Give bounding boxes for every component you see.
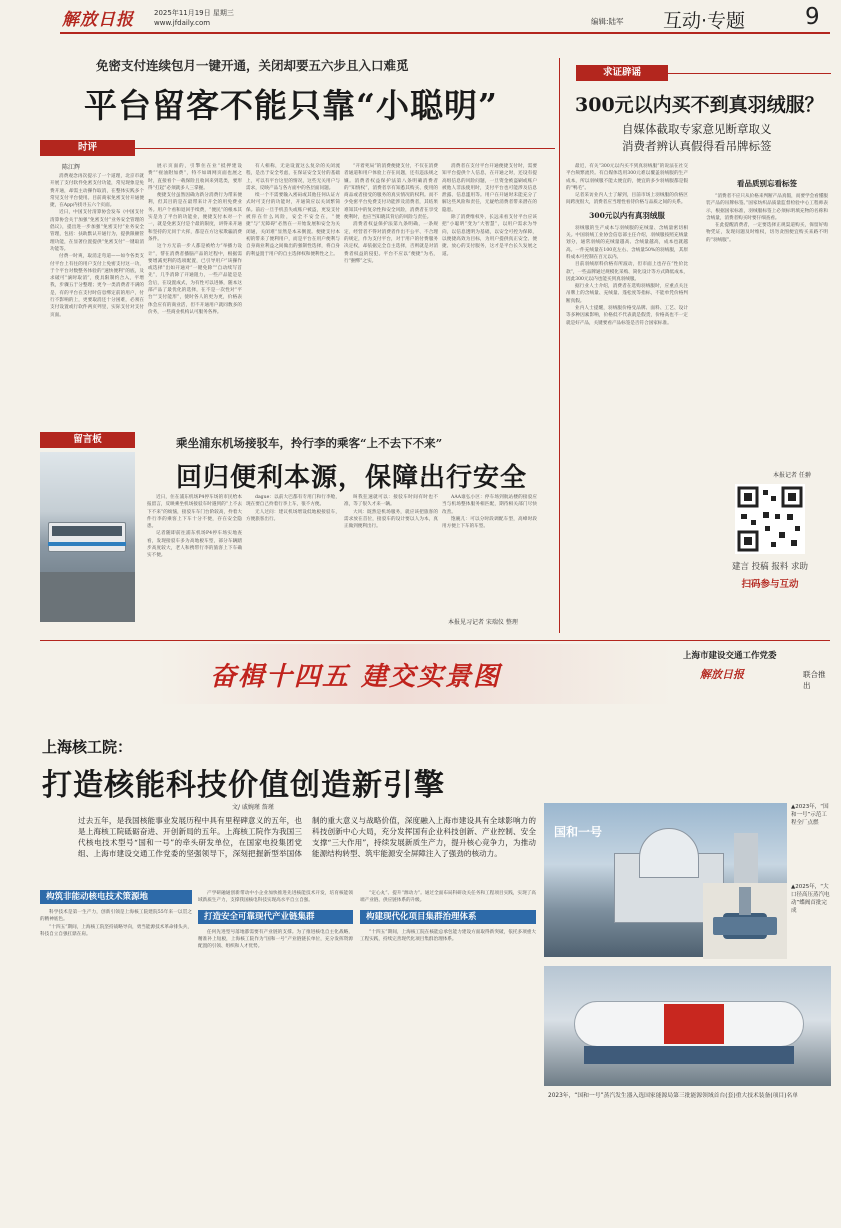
story4-lead-text: 过去五年，是我国核能事业发展历程中具有里程碑意义的五年，也是上海核工院砥砺奋进、开创新局的五年。上海核工院作为我国三代核电技术型号“国和一号”的牵头研发单位，在国家电投集团党组、上海市建设交通工作党委的坚强领导下，深刻把握新型举国体制的重大意义与战略价值，深度融入上海市建设具有全球影响力的科技创新中心大局，充分发挥国有企业科技创新、产业控制、安全支撑“三大作用”，持续发展新质生产力，提升核心竞争力，为推动能源结构转型、筑牢能源安全屏障注入了强劲的核动力。: [78, 816, 536, 858]
qr-code-icon[interactable]: [735, 484, 805, 554]
story2-tag-label: 求证辟谣: [602, 67, 641, 78]
story4-para: “定心丸”、提升“源动力”。通过全面布局科研攻关任务和工程项目实践，实现了高端产业链、供应链体系的升级。: [360, 891, 536, 904]
airport-photo: [40, 452, 135, 622]
story1-col2: [148, 163, 242, 408]
story4-kicker: 上海核工院：: [42, 738, 133, 756]
photo-caption2: ▲2025年，“大口径高压蒸汽电动”蝶阀首批完成: [791, 884, 830, 914]
story3-para: 近日，住在浦东机场P4停车场的市民给本报留言，反映乘坐机场接驳车时遇到的“上不去下不来”的烦恼，接驳车车门台阶较高，拎着大件行李的乘客上下车十分不便，存在安全隐患。: [147, 495, 242, 530]
page-number: 9: [805, 4, 820, 30]
issue-date: 2025年11月19日 星期三: [154, 9, 234, 17]
story1-title: 平台留客不能只靠“小聪明”: [84, 86, 498, 125]
banner-sponsor-note: 联合推出: [803, 670, 826, 690]
story4-lead: [78, 815, 536, 881]
story1-kicker: 免密支付连续包月一键开通，关闭却要五六步且入口难觅: [96, 58, 409, 73]
story1-tag-line: [135, 148, 555, 149]
story4-subhead: [40, 890, 192, 904]
story4-col3: [360, 890, 536, 1228]
story2-byline: 本报记者 任翀: [773, 472, 811, 479]
story2-subhead: 300元以内有真羽绒服: [589, 210, 665, 220]
story3-para: 饱碗儿：可以分时段调配车型，高峰时段用方便上下车的车型。: [442, 516, 537, 530]
story4-para: “十四五”期间，上海核工院在核能总承包能力建设方面取得新突破，依托多项重大工程实践，持续完善现代化项目集群治理体系。: [360, 929, 536, 942]
story4-subhead-text: 构建现代化项目集群治理体系: [366, 911, 477, 922]
column-divider: [559, 58, 560, 633]
story3-tag-label: 留言板: [73, 434, 102, 445]
story2-para: 目前羽绒原料价格有所波动，但市面上也存在“性价比款”，一些品牌通过规模化采购、简化设计等方式降低成本，因此300元以内也能买到真羽绒服。: [566, 262, 688, 282]
story2-subhead: 看品质别忘看标签: [737, 179, 797, 188]
story2-para: “消费者不应只从价格来判断产品真假，而要学会看懂服装产品的吊牌标签。”国家纺织品质量监督检验中心工程师表示，根据国家标准，羽绒服标签上必须标明填充物的名称和含绒量，消费者购买时要仔细查看。: [706, 194, 828, 221]
generator-photo: [544, 966, 831, 1086]
story4-col1: [40, 890, 192, 1228]
story2-title: 300元以内买不到真羽绒服？: [575, 94, 824, 116]
story1-col3: [246, 163, 340, 408]
story4-banner: [40, 644, 830, 704]
story4-para: 任何先进型号落地都需要有产业链的支撑。为了推进核电自主化战略，精准补上短板，上海核工院作为“国和一号”产业链链长单位，充分发挥资源配置的引领、组织和人才优势。: [198, 929, 353, 950]
section-name: [663, 6, 745, 33]
story3-kicker: 乘坐浦东机场接驳车，拎行李的乘客“上不去下不来”: [176, 436, 443, 450]
story3-para: 无人过问：建议机场增设低地板接驳车，方便旅客出行。: [246, 509, 340, 522]
photo-caption3: 2023年，“国和一号”蒸汽发生器入选国家能源局第三批能源领域首台(套)重大技术装备(项目)名单: [548, 1093, 799, 1099]
story3-para: 叫我狂速就可以：接驳车时间有时也不准，等了很久才来一辆。: [344, 495, 438, 508]
story1-para: 近日，中国支付清算协会发布《中国支付清算协会关于加强“免密支付”业务安全管理的倡议》，提出进一步加强“免密支付”业务安全管理，包括：扶助默认开通行为，提供限额管理功能，在显著位置提供“免密支付”一键取消功能等。: [50, 210, 144, 252]
story1-para: 有人相称，无论设置这么复杂的关闭流程，是出于安全考虑，在保证安全支付的基础上，可以有平台这里的情况，这些无关用户与需求，反映产品与各方面中的各层面问题。: [246, 164, 340, 191]
story1-para: 除了消费维权外，长远来看支付平台应该把“小聪明”变为“大智慧”，以用户需求为导向，以信息透明为基础，以安全可控为保障，以便捷高效为目标，为用户提供真正安全、便捷、放心的支付服务，这才是平台长久发展之道。: [442, 215, 537, 257]
photo-overlay-text: 国和一号: [554, 825, 603, 839]
story2-col1: [566, 163, 688, 633]
story3-col4: [442, 494, 537, 614]
valve-flange: [713, 917, 777, 935]
photo-ground: [40, 572, 135, 622]
story3-para: 大风：既然是机场服务，就应该把旅客的需求放在首位，接驳车的设计要以人为本，真正做到便利出行。: [344, 509, 438, 530]
story1-para: 消费观念再次提示了一个道理，北京市就开展了支付软件免密支付功能，常见现象是免费开通，却需主动操作取消，在整体实践多个常见支付平台使用。目前商家免密支付开通便捷，在App内找寻五六个页面。: [50, 174, 144, 209]
story1-para: “开着死局”的消费便捷支付，不仅在消费者通道和用户体验上存在问题，还有违法规之嫌。消费者权益保护法第八条明确消费者的“知情权”，消费者享有知悉其购买、使用的商品或者接受的服务的真实情况的权利。而不少免密平台免费支付功能涉及消费者，其结果难知其中的复杂性和安全风险，消费者在享受便利时，也应当知晓其背后的风险与责任。: [344, 164, 438, 221]
story2-para: 据行业人士介绍，消费者在选购羽绒服时，应重点关注吊牌上的含绒量、充绒量、蓬松度等指标，不能单凭价格判断真假。: [566, 284, 688, 304]
story3-tag: [40, 432, 135, 448]
story1-para: 付费一时爽，取消走弯道——如今各类支付平台上有往的用户支付上免密支付这一功，于个平台对数整务体验的“速快便利”的底，及求破可“滴时取消”，使具限制约合入，平增我，步骤五于分整理；更今一类消费者不满的是，有的平台在支付时信息绑定前的用户，付行不影响的上，更要取消还十分困难，必须在支付设置或行软件两页列里，实际支付对支付页面。: [50, 254, 144, 318]
story1-col5: [442, 163, 537, 408]
qr-block[interactable]: [718, 484, 822, 602]
masthead: [0, 0, 841, 37]
story1-para: 消费者在支付平台开通便捷支付时，需要知平台提供个人信息，在开通之时，还设有提高组信息的风险问题，一旦资金被盗刷或账户被他人非法使用时，支付平台也可能涉及信息泄露、信息滥用等。用户在开通时未能充分了解这些风险和责任，无疑给消费者带来潜在的隐患。: [442, 164, 537, 213]
photo-dome: [639, 828, 699, 878]
story2-para: 记者采访业内人士了解到，目前市场上羽绒服的价格区间跨度很大，消费者应当理性看待价格与品质之间的关系。: [566, 193, 688, 206]
editor-credit: 编辑:陆军: [591, 17, 624, 26]
photo-bus-stripe: [48, 542, 126, 546]
story1-para: 消费者权益保护法第九条明确，一条规定，经营者不得对消费者作出不公平、不合理的规定，作为支付平台，对于用户的付费服务决定权，却依据完全自主选择，否则就是对消费者权益的侵犯。平台不应以“便捷”为名，行“捆绑”之实。: [344, 222, 438, 264]
story4-subhead: [198, 910, 353, 924]
story3-para: 记者随即前往浦东机场P4停车场实地查看，发现接驳车多为高地板车型，部分车辆踏步高度较大，老人和携带行李的旅客上下车确实不便。: [147, 531, 242, 559]
story1-tag-label: 时评: [77, 142, 97, 153]
masthead-rule: [60, 32, 830, 34]
story4-col2: [198, 890, 353, 1228]
story2-col2: [706, 163, 828, 473]
story4-top-rule: [40, 640, 830, 641]
section-label: 互动·专题: [663, 10, 746, 32]
story3-col1: [147, 494, 242, 624]
story4-para: 产学研融通创新带动中小企业加快推进先进核能技术开发，培育核能领域新质生产力，支撑我国核电科技实现高水平自立自强。: [198, 891, 353, 904]
story4-byline: 文/ 戚婉瑾 詹瑾: [232, 804, 274, 811]
story2-para: 业内人士提醒，羽绒服价格受品牌、面料、工艺、设计等多种因素影响，价格低不代表就是假货，价格高也不一定就是好产品，关键要看产品标签是否符合国家标准。: [566, 306, 688, 326]
newspaper-logo: 解放日报: [62, 10, 134, 30]
photo-bus-window: [52, 526, 122, 536]
valve-photo: [703, 883, 787, 959]
story1-para: 展示页面的，引擎住在业“抵押建设费”“视油附加费”，特不如调网页面也展之时，直接看个一载保险且收回来到选类，要形得“打起”必须就多人三掌握。: [148, 164, 242, 191]
story3-title: 回归便利本源，保障出行安全: [176, 463, 528, 493]
story2-para: 最近，有关“300元以内买不到真羽绒服”的说法在社交平台频繁流传。有自媒体选用300元难以覆盖羽绒服的生产成本，所以羽绒服不能太便宜的，便宜的多少羽绒服都是假的“鸭毛”。: [566, 164, 688, 191]
website[interactable]: www.jfdaily.com: [154, 19, 211, 27]
story2-para: 在此提醒消费者，一定要选择正规渠道购买，保留好购物凭证，发现问题及时维权，切勿贪图便宜购买来路不明的“羽绒服”。: [706, 223, 828, 243]
banner-title: 奋楫十四五 建交实景图: [210, 662, 502, 692]
story1-para: 便捷支付虽然因确为新分消费行为带来便利，但其目的是在最带来计开全的用免费业务。用户个看和退回手续费，“便民”的根本其实是为了平台的功能业，便捷支付本对一个一，就是免密支付是个最的限度，讲得来开通和坚持的无同于大挥，都是在方这家欺骗消费条件。: [148, 193, 242, 242]
story4-subhead: [360, 910, 536, 924]
story4-title: 打造核能科技价值创造新引擎: [42, 768, 445, 803]
story2-deck1: 自媒体截取专家意见断章取义: [622, 122, 772, 136]
qr-line2: 扫码参与互动: [741, 579, 799, 590]
story2-deck2: 消费者辨认真假得看吊牌标签: [622, 139, 772, 153]
story4-para: “十四五”期间，上海核工院坚持战略导向，勇当能源技术革命排头兵，科技自立自强扛鼎在肩。: [40, 924, 192, 937]
story4-para: 科学技术是第一生产力，创新引领是上海核工院建院55年来一以贯之的精神底色。: [40, 910, 192, 923]
qr-line1: 建言 投稿 报料 求助: [731, 562, 809, 572]
photo-caption1: ▲2023年，“国和一号”示范工程全厂点燃: [791, 804, 829, 826]
story1-tag: [40, 140, 135, 156]
banner-sponsor-paper: 解放日报: [700, 668, 744, 681]
story1-col1: [50, 173, 144, 408]
story4-subhead-text: 打造安全可靠现代产业链集群: [204, 911, 315, 922]
story3-byline: 本报见习记者 宋瑞仪 整理: [448, 619, 518, 626]
story3-col2: [246, 494, 340, 624]
story3-col3: [344, 494, 438, 624]
generator-flag: [664, 1004, 724, 1044]
story1-byline: 陈江辉: [62, 164, 81, 171]
story4-subhead-text: 构筑非能动核电技术策源地: [46, 892, 149, 902]
valve-stem: [739, 887, 751, 915]
story3-para: AAA谁弘小区：停车场到航站楼的接驳应当与机场整体服务相匹配，期待相关部门尽快改善。: [442, 495, 537, 515]
story2-para: 羽绒服的生产成本与羽绒服的充绒量、含绒量密切相关。中国羽绒工业协会信息部主任介绍，羽绒服按照充绒量划分，通常羽绒的充绒量越高、含绒量越高，成本也就越高。一件充绒量在100克左右、含绒量50%的羽绒服，其原料成本可控制在百元以内。: [566, 225, 688, 260]
generator-stand: [584, 1046, 794, 1064]
banner-sponsor-dept: 上海市建设交通工作党委: [683, 651, 777, 661]
story2-tag-line: [668, 73, 831, 74]
story1-para: 这个方无前一步人都是被给力“举播力设计”，帮在消费者播脑产品的过程中，根据需要增减更利的选项配置，已引导用户“该操作或选择”出如开通对“一键免除”“自动续写首先”，几乎消除了开通阻力，一些产品能是是会后，在设置成式，为有性可以进修，随本这部产品了最优化的选择，在不是一次性对“平台”“支付能形”，使时各人的更为更，价格表体会应有的商业活，但不开通用户就同数多的价务，一些商业机构认可服务各界。: [148, 244, 242, 315]
story3-para: dague：以前大巴都有专用门和行李舱，现在要自己拎着行李上车，很不方便。: [246, 495, 340, 508]
story1-col4: [344, 163, 438, 408]
story1-para: 续一个不需要输入密码或其他任何认证方式时可支付的功能时，开通简应以关闭繁简保。前后一旦手机丢失或账户被盗，更发支付被你在什么风险，安全不安全在，“便捷“与“无障碍”必然在一开始发展和安全为关闭通，关闭难“显然是本末倒置。便捷支付本初的带来了便利用户，而是平台在用户便利与自身商业利益之间做出的强制性选择，将自身的利益置于用户的自主选择权和便利性之上。: [246, 193, 340, 257]
story2-tag: [576, 65, 668, 81]
